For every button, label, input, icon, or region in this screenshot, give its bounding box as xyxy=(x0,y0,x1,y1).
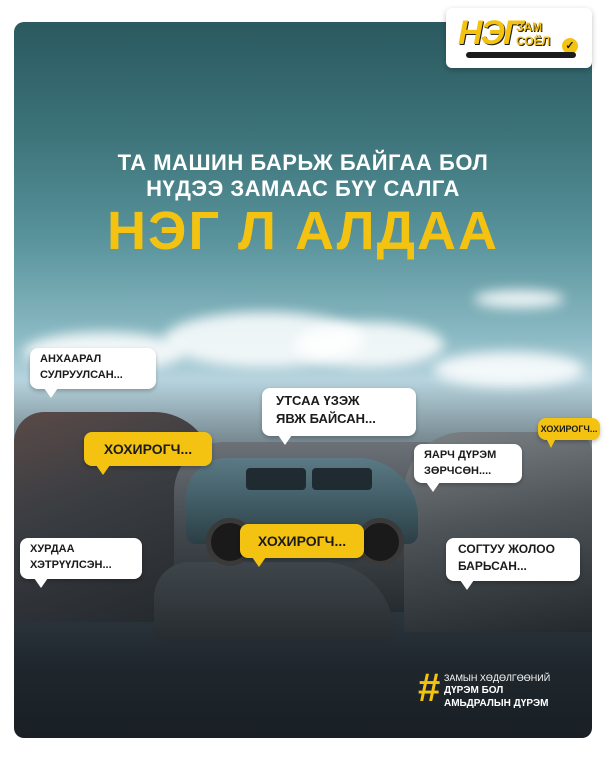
speech-bubble-speeding xyxy=(20,538,142,579)
cloud xyxy=(434,352,584,387)
speech-bubble-victim-center xyxy=(240,524,364,558)
logo-swoosh xyxy=(466,52,576,58)
bubble-text: СОГТУУ ЖОЛОО БАРЬСАН... xyxy=(458,542,555,573)
footer-line1: ЗАМЫН ХӨДӨЛГӨӨНИЙ xyxy=(444,673,551,683)
wreckage-front xyxy=(154,562,394,642)
speech-bubble-drunk xyxy=(446,538,580,581)
headline-line1: ТА МАШИН БАРЬЖ БАЙГАА БОЛ xyxy=(117,150,489,175)
headline-line2: НҮДЭЭ ЗАМААС БҮҮ САЛГА xyxy=(146,176,460,201)
logo-zam-soel xyxy=(446,8,592,68)
hashtag-icon: # xyxy=(418,666,441,710)
bubble-tail xyxy=(44,388,58,398)
speech-bubble-phone xyxy=(262,388,416,436)
logo-text xyxy=(516,20,550,48)
footer-line3: АМЬДРАЛЫН ДҮРЭМ xyxy=(444,698,549,709)
bubble-tail xyxy=(546,438,556,448)
footer-line2: ДҮРЭМ БОЛ xyxy=(444,685,504,696)
speech-bubble-victim-left xyxy=(84,432,212,466)
speech-bubble-victim-right xyxy=(538,418,600,440)
cloud xyxy=(474,290,564,308)
bubble-tail xyxy=(460,580,474,590)
check-circle-icon: ✓ xyxy=(562,38,578,54)
main-title: НЭГ Л АЛДАА xyxy=(107,201,499,261)
bubble-tail xyxy=(96,465,110,475)
bubble-text: УТСАА ҮЗЭЖ ЯВЖ БАЙСАН... xyxy=(276,393,376,426)
logo-line2: СОЁЛ xyxy=(516,34,551,48)
car-window xyxy=(312,468,372,490)
bubble-text: ХОХИРОГЧ... xyxy=(103,441,193,457)
bubble-tail xyxy=(34,578,48,588)
bubble-text: ХОХИРОГЧ... xyxy=(257,533,347,549)
bubble-tail xyxy=(426,482,440,492)
cloud xyxy=(294,322,444,367)
car-window xyxy=(246,468,306,490)
bubble-text: ЯАРЧ ДҮРЭМ ЗӨРЧСӨН.... xyxy=(424,449,497,477)
bubble-text: ХУРДАА ХЭТРҮҮЛСЭН... xyxy=(30,543,112,571)
speech-bubble-rules xyxy=(414,444,522,483)
bubble-tail xyxy=(278,435,292,445)
bubble-text: ХОХИРОГЧ... xyxy=(540,424,598,434)
logo-mark: НЭГ xyxy=(458,14,522,52)
bubble-tail xyxy=(252,557,266,567)
logo-line1: ЗАМ xyxy=(516,20,543,34)
bubble-text: АНХААРАЛ СУЛРУУЛСАН... xyxy=(40,353,123,381)
speech-bubble-distracted xyxy=(30,348,156,389)
